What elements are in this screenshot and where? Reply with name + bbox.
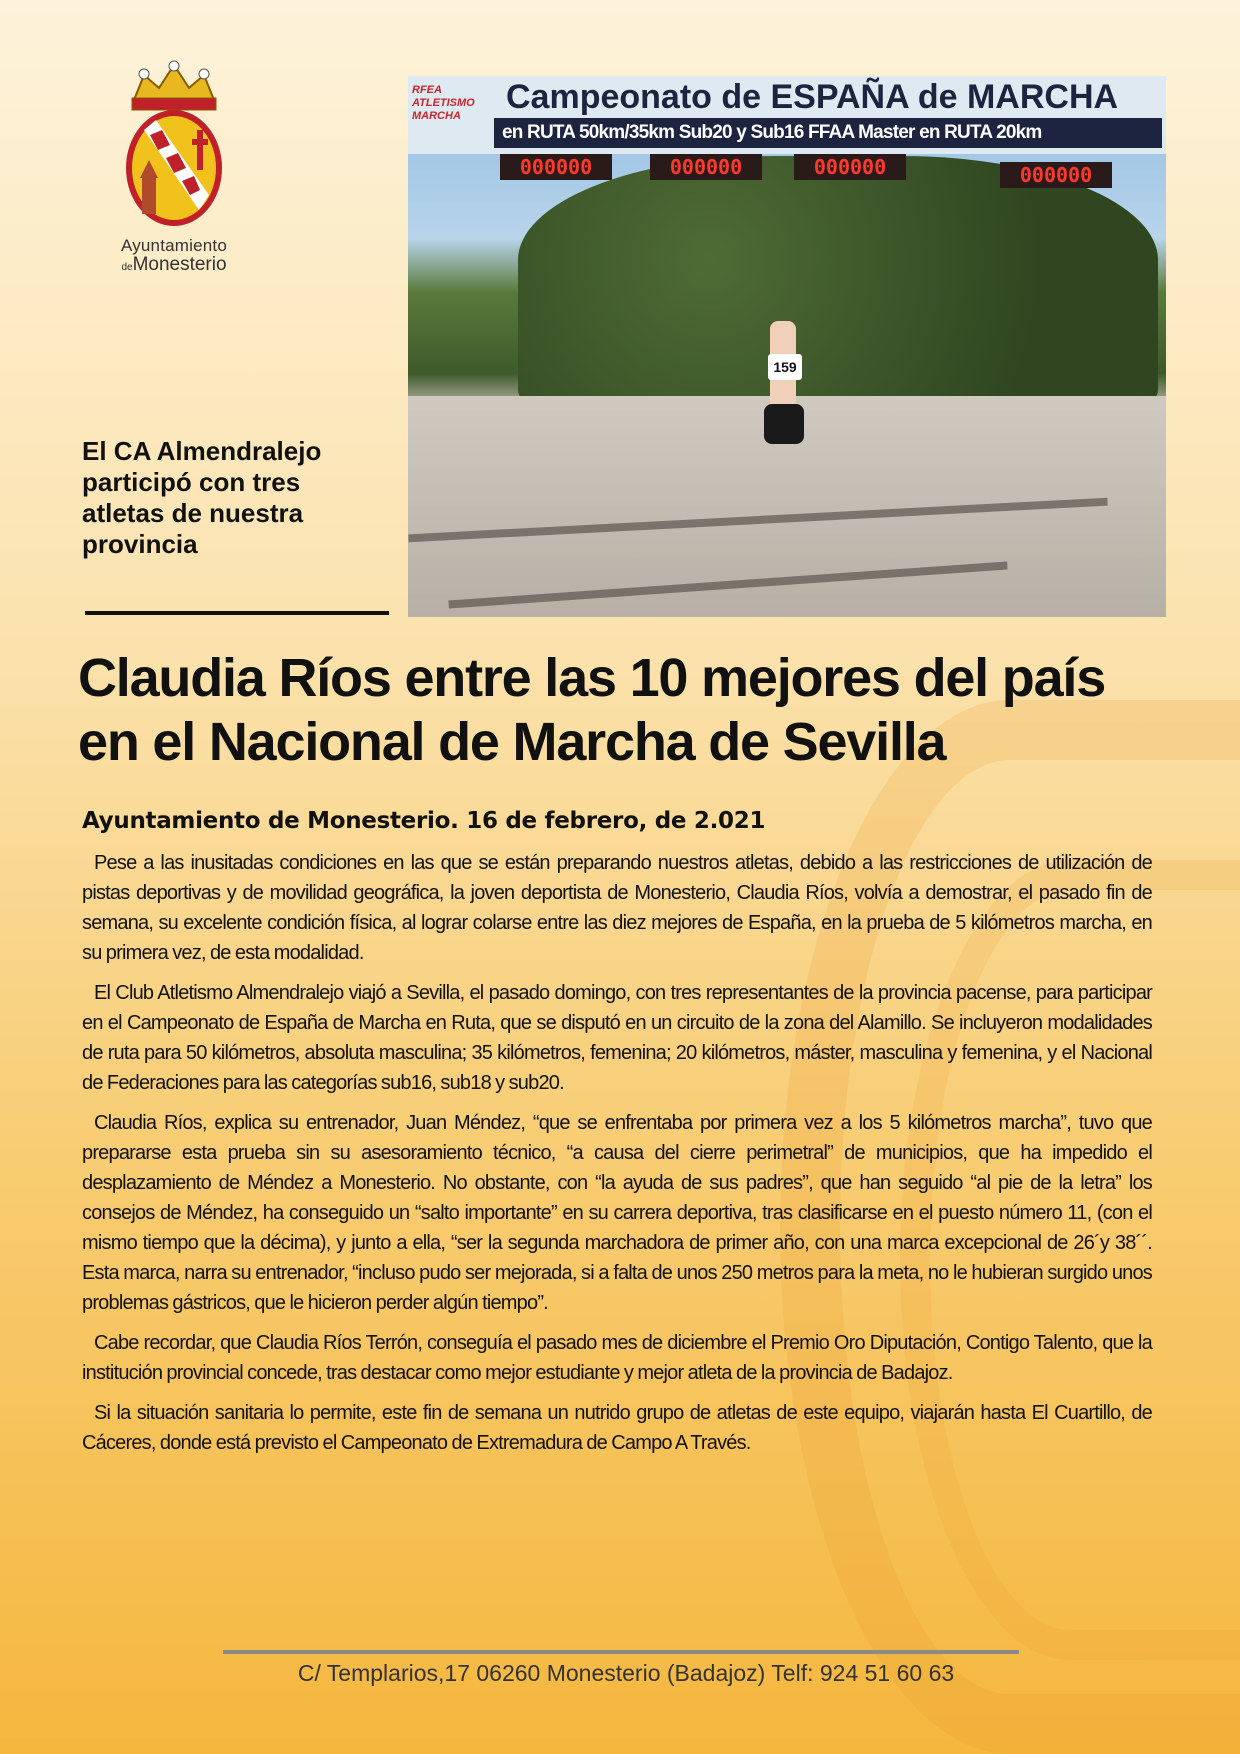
body-paragraph: El Club Atletismo Almendralejo viajó a Sevilla, el pasado domingo, con tres representantes de la provincia pacense, para participar en el Campeonato de España de Marcha en Ruta, que se disputó en un circuito de la zona del Alamillo. Se incluyeron modalidades de ruta para 50 kilómetros, absoluta masculina; 35 kilómetros, femenina; 20 kilómetros, máster, masculina y femenina, y el Nacional de Federaciones para las categorías sub16, sub18 y sub20. [82, 982, 1152, 1094]
logo-text-town: Monesterio [132, 254, 227, 275]
footer-divider [223, 1650, 1019, 1654]
race-clock: 000000 [794, 154, 906, 180]
banner-title: Campeonato de ESPAÑA de MARCHA [506, 78, 1119, 116]
body-paragraph: Si la situación sanitaria lo permite, este fin de semana un nutrido grupo de atletas de este equipo, viajarán hasta El Cuartillo, de Cáceres, donde está previsto el Campeonato de Extremadura de Campo A Través. [82, 1402, 1152, 1454]
article-subtitle: El CA Almendralejo participó con tres atletas de nuestra provincia [82, 436, 322, 559]
runner-shorts [764, 404, 804, 444]
article-title: Claudia Ríos entre las 10 mejores del país en el Nacional de Marcha de Sevilla [78, 648, 1106, 772]
banner-subtitle: en RUTA 50km/35km Sub20 y Sub16 FFAA Master en RUTA 20km [494, 118, 1162, 148]
race-clock: 000000 [500, 154, 612, 180]
body-paragraph: Claudia Ríos, explica su entrenador, Juan Méndez, “que se enfrentaba por primera vez a los 5 kilómetros marcha”, tuvo que prepararse esta prueba sin su asesoramiento técnico, “a causa del cierre perimetral” de municipios, que ha impedido el desplazamiento de Méndez a Monesterio. No obstante, con “la ayuda de sus padres”, que han seguido “al pie de la letra” los consejos de Méndez, ha conseguido un “salto importante” en su carrera deportiva, tras clasificarse en el puesto número 11, (con el mismo tiempo que la décima), y junto a ella, “ser la segunda marchadora de primer año, con una marca excepcional de 26´y 38´´. Esta marca, narra su entrenador, “incluso pudo ser mejorada, si a falta de unos 250 metros para la meta, no le hubieran surgido unos problemas gástricos, que le hicieron perder algún tiempo”. [82, 1112, 1152, 1314]
logo-text-ayuntamiento: Ayuntamiento [120, 236, 228, 255]
logo-text-de: de [121, 262, 133, 273]
race-clock: 000000 [650, 154, 762, 180]
runner-bib: 159 [768, 354, 802, 380]
article-byline: Ayuntamiento de Monesterio. 16 de febrero, de 2.021 [82, 808, 766, 834]
article-body [82, 848, 1152, 1468]
race-clock: 000000 [1000, 162, 1112, 188]
photo-trees [518, 156, 1158, 416]
banner-brand: RFEA ATLETISMO MARCHA [412, 84, 475, 122]
photo-banner [408, 76, 1166, 154]
coat-of-arms-icon [114, 60, 234, 230]
subtitle-divider [85, 611, 389, 615]
race-photo [408, 76, 1166, 617]
logo-text-monesterio [104, 256, 244, 277]
body-paragraph: Cabe recordar, que Claudia Ríos Terrón, conseguía el pasado mes de diciembre el Premio Oro Diputación, Contigo Talento, que la institución provincial concede, tras destacar como mejor estudiante y mejor atleta de la provincia de Badajoz. [82, 1332, 1152, 1384]
municipal-logo [104, 60, 244, 277]
body-paragraph: Pese a las inusitadas condiciones en las que se están preparando nuestros atletas, debido a las restricciones de utilización de pistas deportivas y de movilidad geográfica, la joven deportista de Monesterio, Claudia Ríos, volvía a demostrar, el pasado fin de semana, su excelente condición física, al lograr colarse entre las diez mejores de España, en la prueba de 5 kilómetros marcha, en su primera vez, de esta modalidad. [82, 852, 1152, 964]
footer-address: C/ Templarios,17 06260 Monesterio (Badajoz) Telf: 924 51 60 63 [297, 1660, 955, 1686]
